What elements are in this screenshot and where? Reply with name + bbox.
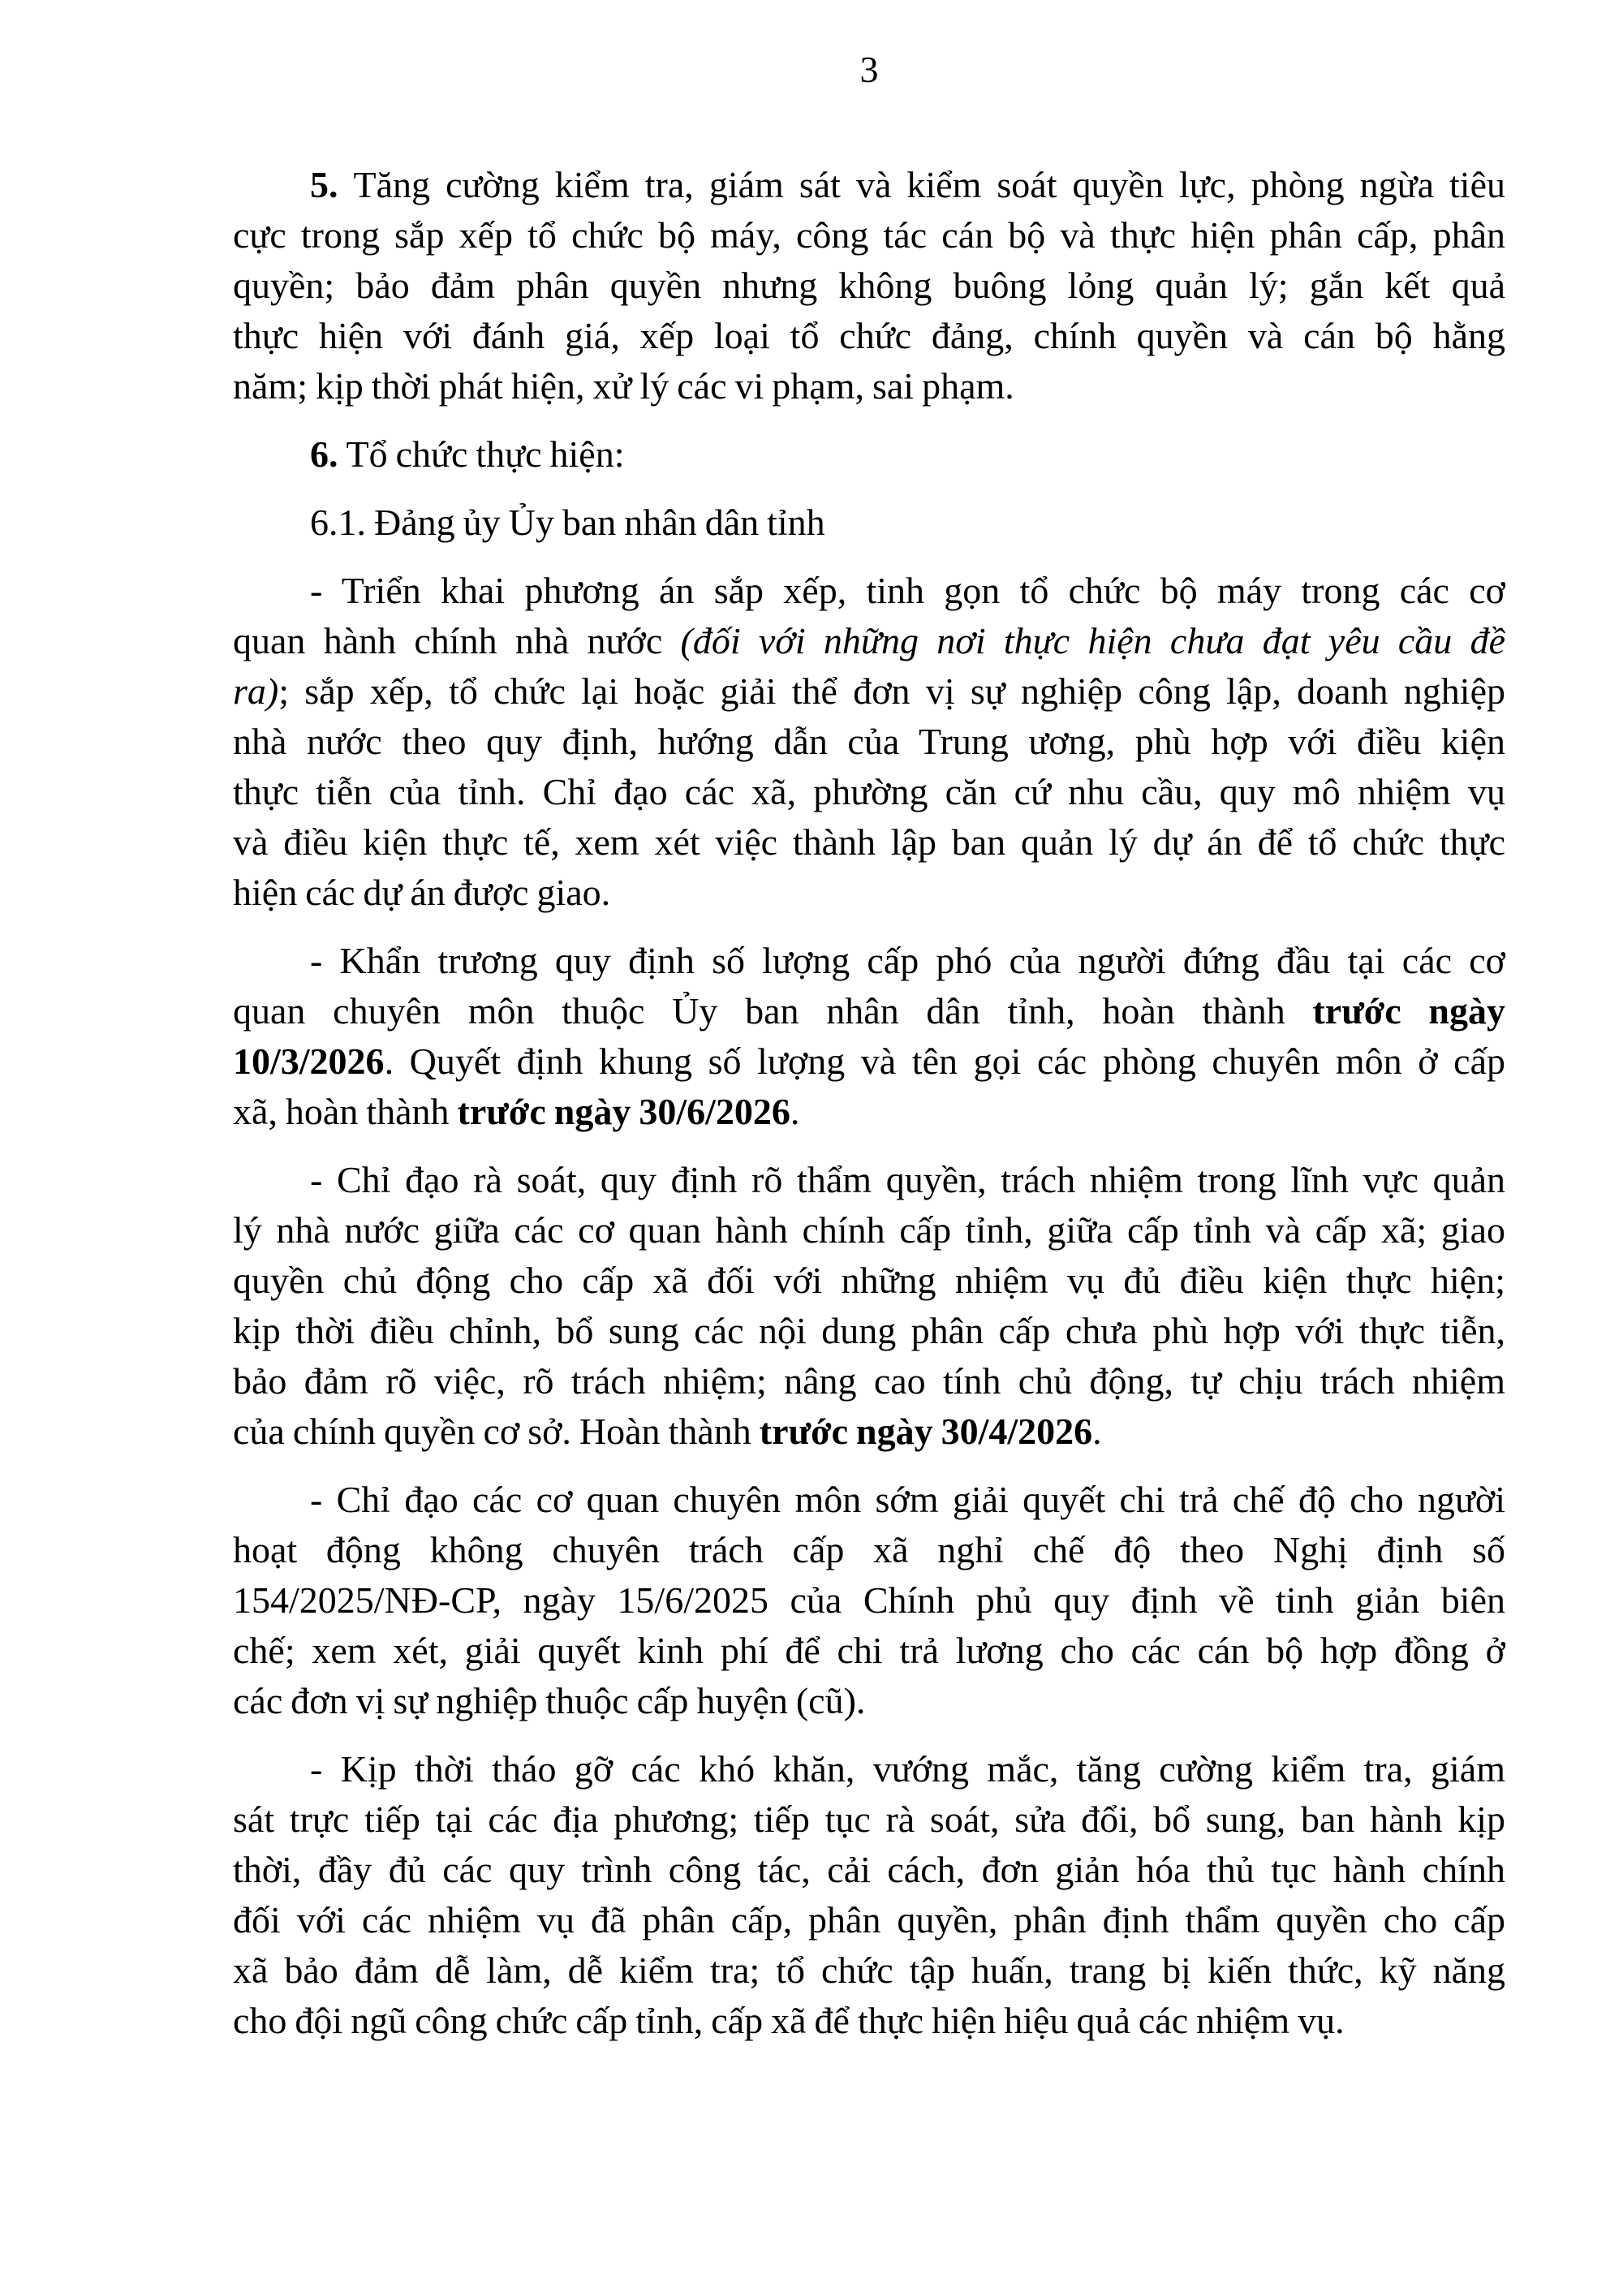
text-run: quan hành chính nhà nước — [233, 620, 681, 661]
text-line — [233, 1356, 1505, 1406]
text-run: nhà nước theo quy định, hướng dẫn của Trung ương, phù hợp với điều kiện — [233, 721, 1505, 762]
text-line — [233, 1945, 1505, 1996]
text-line — [233, 1895, 1505, 1945]
text-run: chế; xem xét, giải quyết kinh phí để chi trả lương cho các cán bộ hợp đồng ở — [233, 1630, 1505, 1671]
text-run: thực tiễn của tỉnh. Chỉ đạo các xã, phường căn cứ nhu cầu, quy mô nhiệm vụ — [233, 771, 1505, 812]
text-line — [233, 566, 1505, 616]
page-number: 3 — [859, 49, 879, 90]
text-run: - Chỉ đạo rà soát, quy định rõ thẩm quyền, trách nhiệm trong lĩnh vực quản — [310, 1159, 1505, 1200]
text-line — [233, 429, 1505, 480]
text-run: thời, đầy đủ các quy trình công tác, cải cách, đơn giản hóa thủ tục hành chính — [233, 1849, 1505, 1890]
text-line — [233, 1036, 1505, 1087]
text-run: . Quyết định khung số lượng và tên gọi các phòng chuyên môn ở cấp — [384, 1040, 1505, 1082]
text-line — [233, 1475, 1505, 1525]
text-line — [233, 311, 1505, 361]
text-run: và điều kiện thực tế, xem xét việc thành lập ban quản lý dự án để tổ chức thực — [233, 821, 1505, 863]
text-run: . — [1092, 1411, 1102, 1452]
text-run: Tăng cường kiểm tra, giám sát và kiểm soát quyền lực, phòng ngừa tiêu — [353, 164, 1505, 205]
section-5 — [233, 160, 1505, 411]
text-line — [233, 1676, 1505, 1726]
text-run: hoạt động không chuyên trách cấp xã nghỉ chế độ theo Nghị định số — [233, 1529, 1505, 1570]
text-run: hiện các dự án được giao. — [233, 872, 611, 913]
text-line — [233, 1794, 1505, 1845]
text-run: lý nhà nước giữa các cơ quan hành chính cấp tỉnh, giữa cấp tỉnh và cấp xã; giao — [233, 1209, 1505, 1251]
text-line — [233, 817, 1505, 868]
text-run: quyền; bảo đảm phân quyền nhưng không buông lỏng quản lý; gắn kết quả — [233, 265, 1505, 306]
para-chi-dao-chi-tra — [233, 1475, 1505, 1726]
text-run: của chính quyền cơ sở. Hoàn thành — [233, 1411, 760, 1452]
text-line — [233, 261, 1505, 311]
text-run: quyền chủ động cho cấp xã đối với những nhiệm vụ đủ điều kiện thực hiện; — [233, 1260, 1505, 1301]
text-line — [233, 1996, 1505, 2046]
text-line — [233, 986, 1505, 1036]
text-run: xã bảo đảm dễ làm, dễ kiểm tra; tổ chức tập huấn, trang bị kiến thức, kỹ năng — [233, 1949, 1505, 1991]
text-line — [233, 1087, 1505, 1137]
document-body — [233, 160, 1505, 2046]
para-kip-thoi — [233, 1744, 1505, 2046]
text-run: các đơn vị sự nghiệp thuộc cấp huyện (cũ). — [233, 1680, 866, 1721]
text-line — [233, 767, 1505, 817]
text-line — [233, 210, 1505, 261]
text-line — [233, 1845, 1505, 1895]
text-line — [233, 1406, 1505, 1457]
section-6-1-heading — [233, 498, 1505, 548]
text-run: trước ngày — [1312, 990, 1505, 1032]
text-line — [233, 1155, 1505, 1205]
text-run: quan chuyên môn thuộc Ủy ban nhân dân tỉnh, hoàn thành — [233, 990, 1313, 1032]
text-line — [233, 868, 1505, 918]
text-run: xã, hoàn thành — [233, 1091, 458, 1132]
text-line — [233, 1744, 1505, 1794]
text-run: trước ngày 30/6/2026 — [457, 1091, 790, 1132]
text-run: ra) — [233, 670, 279, 712]
text-run: 10/3/2026 — [233, 1040, 385, 1082]
text-line — [233, 498, 1505, 548]
text-run: 154/2025/NĐ-CP, ngày 15/6/2025 của Chính phủ quy định về tinh giản biên — [233, 1579, 1505, 1621]
text-run: - Khẩn trương quy định số lượng cấp phó của người đứng đầu tại các cơ — [310, 940, 1505, 981]
text-run: Tổ chức thực hiện: — [346, 433, 625, 475]
text-run: sát trực tiếp tại các địa phương; tiếp tục rà soát, sửa đổi, bổ sung, ban hành kịp — [233, 1798, 1505, 1840]
text-run: - Chỉ đạo các cơ quan chuyên môn sớm giải quyết chi trả chế độ cho người — [310, 1479, 1505, 1520]
para-khan-truong — [233, 936, 1505, 1137]
text-line — [233, 936, 1505, 986]
text-run: kịp thời điều chỉnh, bổ sung các nội dung phân cấp chưa phù hợp với thực tiễn, — [233, 1310, 1505, 1351]
section-6-heading — [233, 429, 1505, 480]
text-line — [233, 1205, 1505, 1256]
text-line — [233, 1626, 1505, 1676]
text-run: - Kịp thời tháo gỡ các khó khăn, vướng mắc, tăng cường kiểm tra, giám — [310, 1748, 1505, 1790]
text-run: năm; kịp thời phát hiện, xử lý các vi phạm, sai phạm. — [233, 365, 1014, 407]
text-run: 5. — [310, 164, 354, 205]
text-run: cực trong sắp xếp tổ chức bộ máy, công tác cán bộ và thực hiện phân cấp, phân — [233, 214, 1505, 256]
text-run: bảo đảm rõ việc, rõ trách nhiệm; nâng cao tính chủ động, tự chịu trách nhiệm — [233, 1360, 1505, 1402]
text-run: - Triển khai phương án sắp xếp, tinh gọn tổ chức bộ máy trong các cơ — [310, 570, 1505, 611]
text-line — [233, 1575, 1505, 1626]
text-run: ; sắp xếp, tổ chức lại hoặc giải thể đơn vị sự nghiệp công lập, doanh nghiệp — [278, 670, 1505, 712]
text-line — [233, 1525, 1505, 1575]
text-run: cho đội ngũ công chức cấp tỉnh, cấp xã để thực hiện hiệu quả các nhiệm vụ. — [233, 2000, 1345, 2041]
text-line — [233, 160, 1505, 210]
text-run: 6. — [310, 433, 347, 475]
text-run: trước ngày 30/4/2026 — [759, 1411, 1093, 1452]
text-run: . — [790, 1091, 800, 1132]
text-line — [233, 361, 1505, 411]
text-run: (đối với những nơi thực hiện chưa đạt yêu cầu đề — [680, 620, 1505, 661]
text-run: 6.1. Đảng ủy Ủy ban nhân dân tỉnh — [310, 502, 825, 543]
text-line — [233, 1306, 1505, 1356]
text-line — [233, 717, 1505, 767]
text-run: đối với các nhiệm vụ đã phân cấp, phân quyền, phân định thẩm quyền cho cấp — [233, 1899, 1505, 1941]
para-chi-dao-ra-soat — [233, 1155, 1505, 1457]
text-run: thực hiện với đánh giá, xếp loại tổ chức đảng, chính quyền và cán bộ hằng — [233, 315, 1505, 356]
para-trien-khai — [233, 566, 1505, 918]
text-line — [233, 616, 1505, 666]
text-line — [233, 1256, 1505, 1306]
text-line — [233, 666, 1505, 717]
